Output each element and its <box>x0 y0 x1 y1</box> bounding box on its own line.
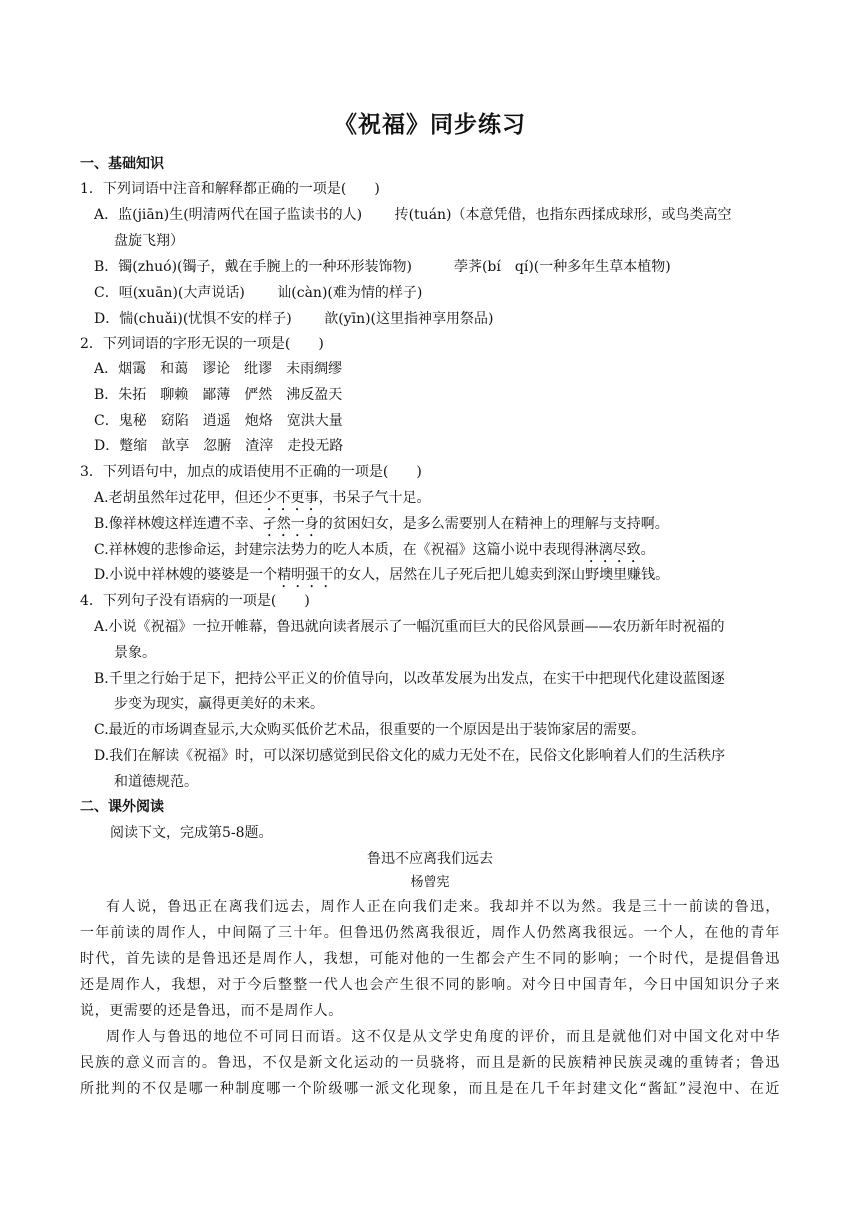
option-text: C.祥林嫂的悲惨命运，封建宗法势力的吃人本质，在《祝福》这篇小说中表现得 <box>94 542 585 558</box>
option-text: B.像祥林嫂这样连遭不幸、 <box>94 516 263 532</box>
article-author: 杨曾宪 <box>410 875 450 890</box>
article-line: 所批判的不仅是哪一种制度哪一个阶级哪一派文化现象，而且是在几千年封建文化“酱缸”浸泡中、在近 <box>80 1081 780 1097</box>
question-4-option-b-cont: 步变为现实，赢得更美好的未来。 <box>114 696 324 712</box>
question-1-option-a-cont: 盘旋飞翔） <box>114 233 184 249</box>
article-title: 鲁迅不应离我们远去 <box>367 851 493 867</box>
question-2-option-c: C．鬼秘 窈陷 逍遥 炮烙 宽洪大量 <box>94 413 343 429</box>
option-text: ，书呆子气十足。 <box>318 490 431 506</box>
reading-instruction: 阅读下文，完成第5-8题。 <box>110 825 273 841</box>
option-text: D.小说中祥林嫂的婆婆是一个 <box>94 567 278 583</box>
article-line: 还是周作人，我想，对于今后整整一代人也会产生很不同的影响。对今日中国青年，今日中国知识分子来 <box>80 977 780 993</box>
option-text: 。 <box>640 542 655 558</box>
article-line: 民族的意义而言的。鲁迅，不仅是新文化运动的一员骁将，而且是新的民族精神民族灵魂的重铸者；鲁迅 <box>80 1055 780 1071</box>
section-heading-basic: 一、基础知识 <box>80 156 164 172</box>
question-1-option-c: C．咺(xuān)(大声说话) 讪(càn)(难为情的样子) <box>94 285 423 301</box>
question-2-option-b: B．朱拓 聊赖 鄙薄 俨然 沸反盈天 <box>94 387 343 403</box>
dotted-idiom: 孑然一身 <box>262 516 319 532</box>
question-3-option-b <box>94 515 669 540</box>
question-3-option-a <box>94 489 431 514</box>
article-line: 说，更需要的还是鲁迅，而不是周作人。 <box>80 1003 343 1019</box>
question-3-option-c <box>94 541 655 566</box>
question-4-option-d: D.我们在解读《祝福》时，可以深切感觉到民俗文化的威力无处不在，民俗文化影响着人们的生活秩序 <box>94 748 726 764</box>
question-2-option-a: A．烟霭 和蔼 谬论 纰谬 未雨绸缪 <box>94 361 343 377</box>
article-line: 时代，首先读的是鲁迅还是周作人，我想，可能对他的一生都会产生不同的影响；一个时代，是提倡鲁迅 <box>80 951 780 967</box>
question-1-option-b: B．镯(zhuó)(镯子，戴在手腕上的一种环形装饰物) 荸荠(bí qí)(一种多年生草本植物) <box>94 259 671 275</box>
question-1-option-a: A．监(jiān)生(明清两代在国子监读书的人) 抟(tuán)（本意凭借，也指东西揉成球形，或鸟类高空 <box>94 207 732 223</box>
page-title: 《祝福》同步练习 <box>334 112 526 138</box>
article-line: 一年前读的周作人，中间隔了三十年。但鲁迅仍然离我很近，周作人仍然离我很远。一个人，在他的青年 <box>80 925 780 941</box>
option-text: 的女人，居然在儿子死后把儿媳卖到深山野墺里赚钱。 <box>333 567 670 583</box>
question-1-stem: 1．下列词语中注音和解释都正确的一项是( ) <box>80 181 380 197</box>
option-text: 的贫困妇女，是多么需要别人在精神上的理解与支持啊。 <box>318 516 669 532</box>
dotted-idiom: 少不更事 <box>262 490 319 506</box>
question-3-stem: 3．下列语句中，加点的成语使用不正确的一项是( ) <box>80 464 422 480</box>
question-3-option-d <box>94 566 669 591</box>
question-4-option-b: B.千里之行始于足下，把持公平正义的价值导向，以改革发展为出发点，在实干中把现代化建设蓝图逐 <box>94 671 725 687</box>
question-4-stem: 4．下列句子没有语病的一项是( ) <box>80 593 310 609</box>
article-line: 有人说，鲁迅正在离我们远去，周作人正在向我们走来。我却并不以为然。我是三十一前读的鲁迅， <box>106 899 780 915</box>
question-1-option-d: D．惴(chuǎi)(忧惧不安的样子) 歆(yīn)(这里指神享用祭品) <box>94 311 494 327</box>
question-2-option-d: D．蹩缩 歆享 忽腑 渣滓 走投无路 <box>94 438 344 454</box>
dotted-idiom: 淋漓尽致 <box>584 542 641 558</box>
section-heading-reading: 二、课外阅读 <box>80 799 164 815</box>
article-line: 周作人与鲁迅的地位不可同日而语。这不仅是从文学史角度的评价，而且是就他们对中国文化对中华 <box>106 1029 780 1045</box>
question-4-option-c: C.最近的市场调查显示,大众购买低价艺术品，很重要的一个原因是出于装饰家居的需要。 <box>94 722 646 738</box>
dotted-idiom: 精明强干 <box>277 567 334 583</box>
question-2-stem: 2．下列词语的字形无误的一项是( ) <box>80 336 324 352</box>
option-text: A.老胡虽然年过花甲，但还 <box>94 490 263 506</box>
question-4-option-a: A.小说《祝福》一拉开帷幕，鲁迅就向读者展示了一幅沉重而巨大的民俗风景画——农历新年时祝福的 <box>94 619 725 635</box>
question-4-option-a-cont: 景象。 <box>114 645 156 661</box>
question-4-option-d-cont: 和道德规范。 <box>114 774 198 790</box>
